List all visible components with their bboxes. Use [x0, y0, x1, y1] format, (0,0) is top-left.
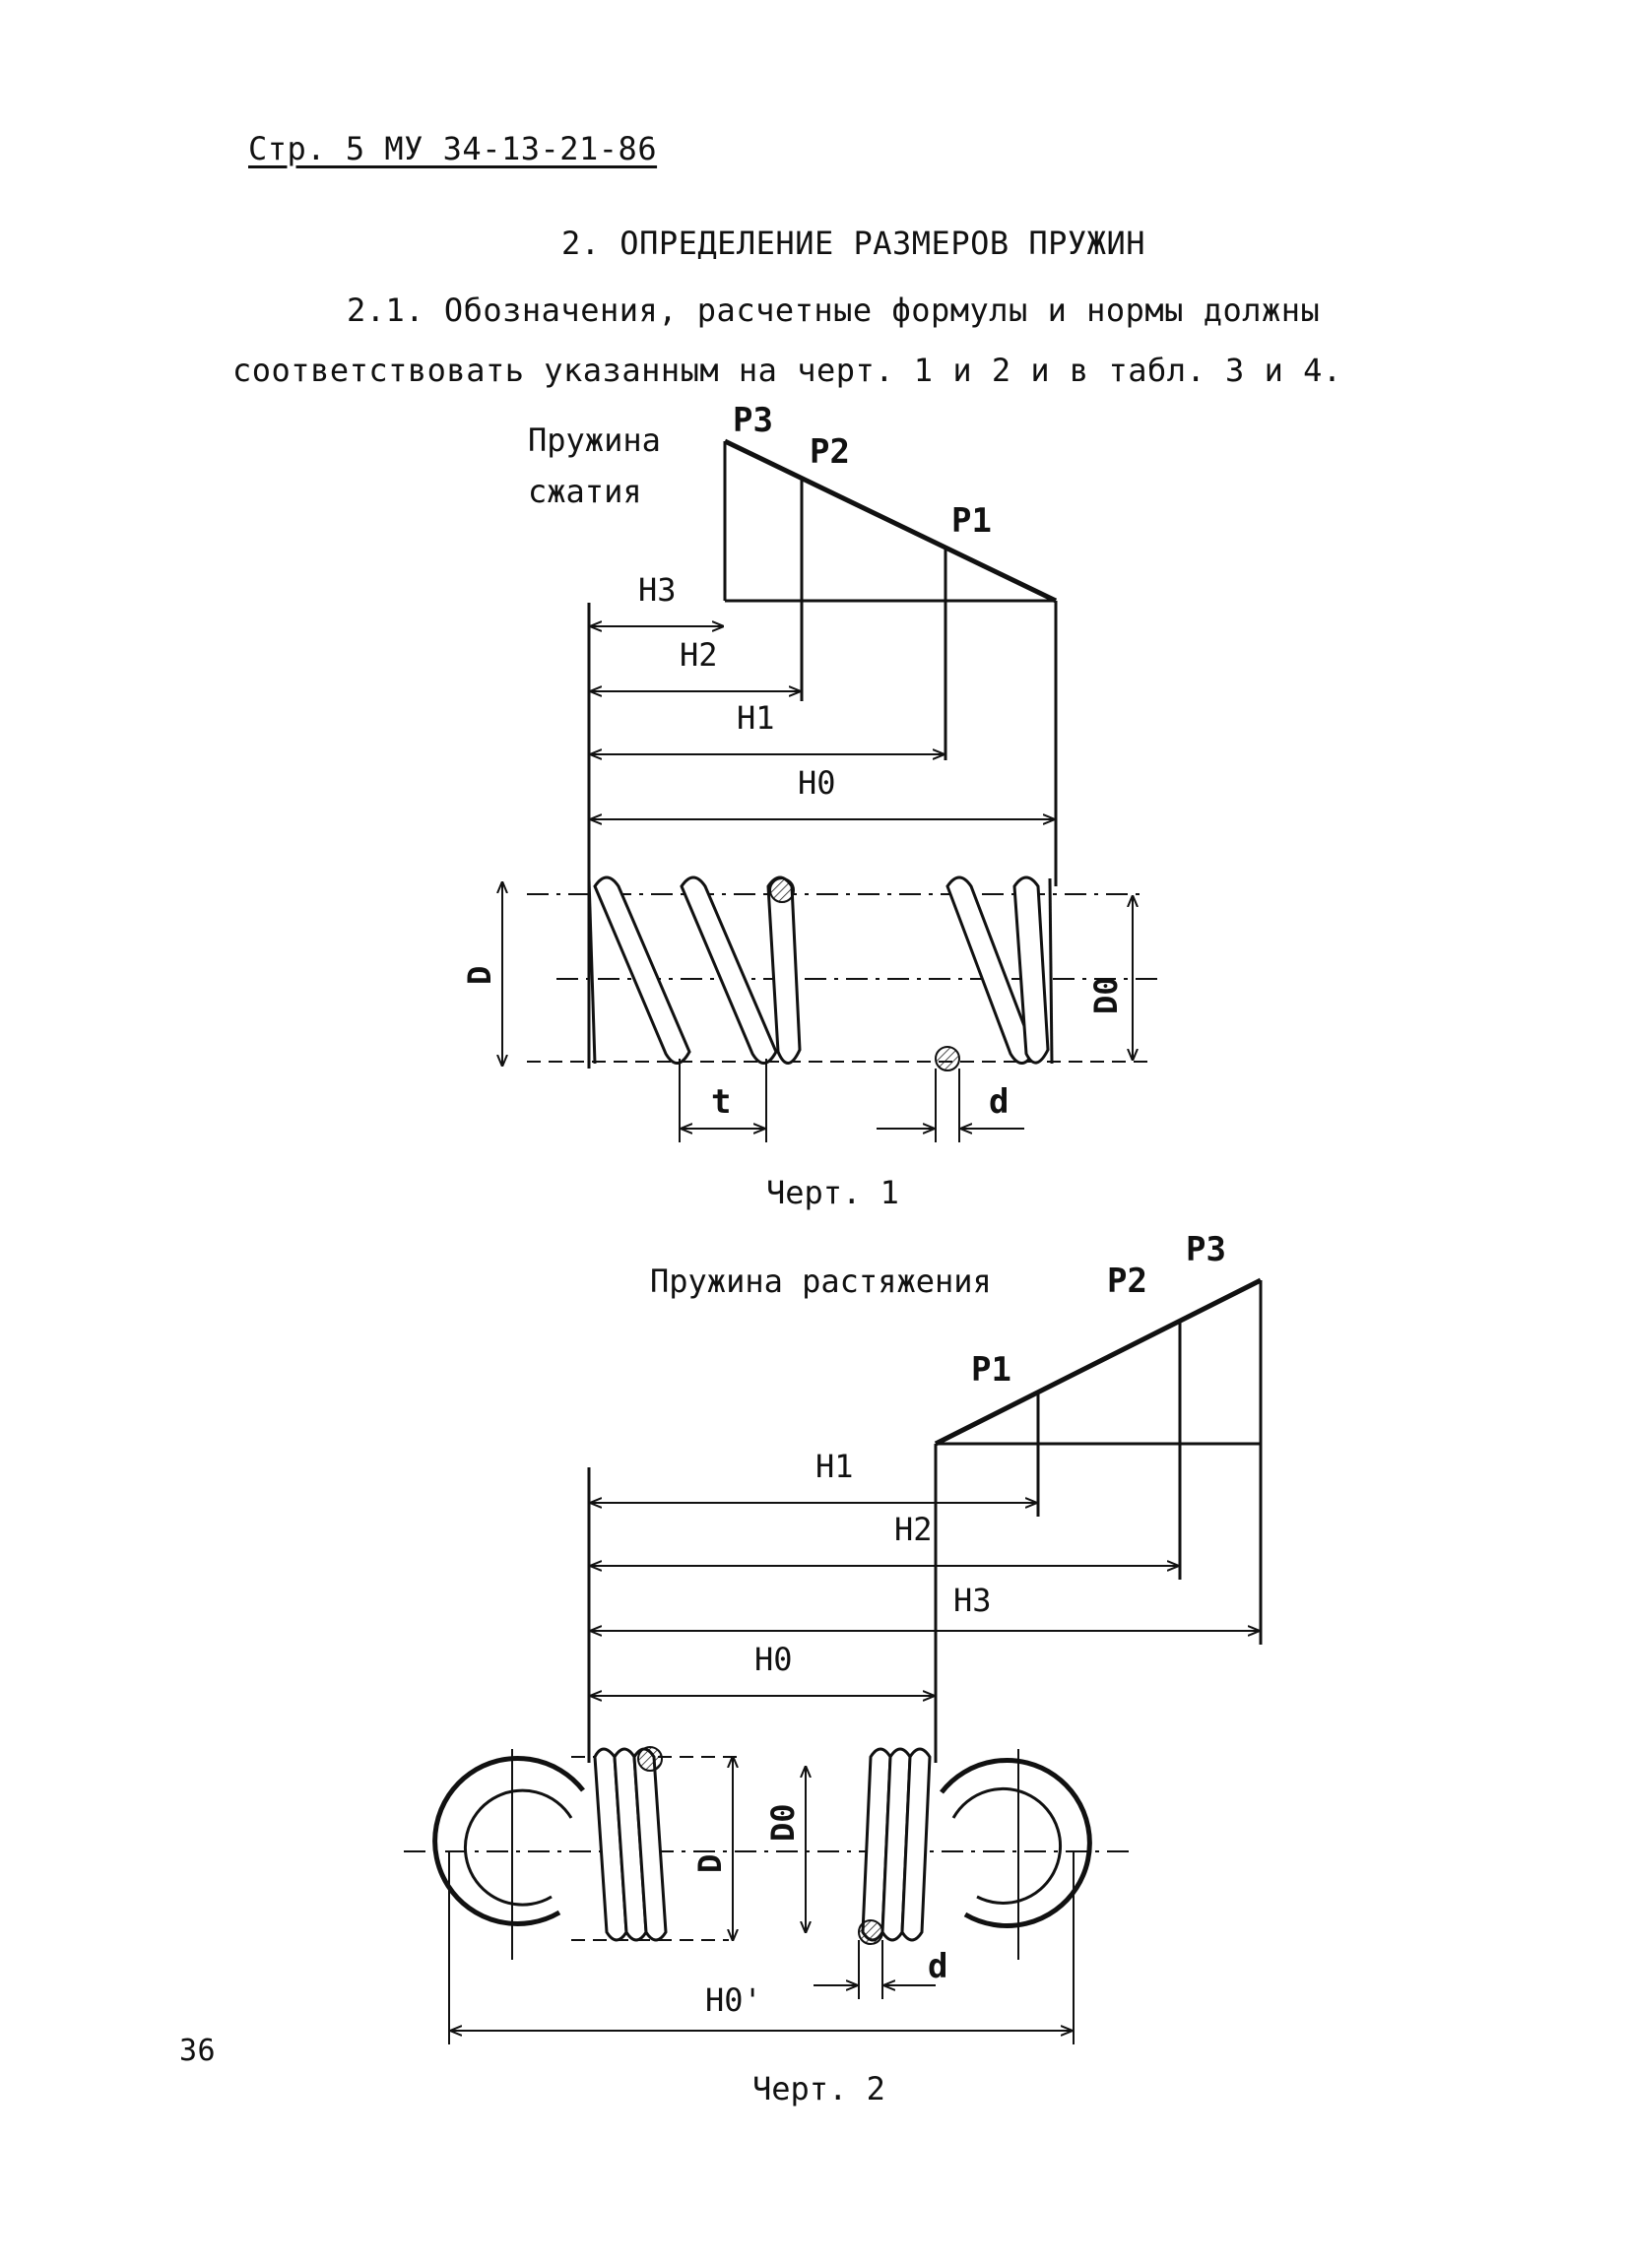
- fig2-label-h3: H3: [953, 1582, 992, 1619]
- fig2-hook-left-outer: [435, 1758, 583, 1923]
- fig2-hook-left-inner: [465, 1790, 571, 1905]
- fig2-label-d0: D0: [764, 1803, 802, 1842]
- section-title: 2. ОПРЕДЕЛЕНИЕ РАЗМЕРОВ ПРУЖИН: [561, 225, 1145, 262]
- fig1-title-line-1: Пружина: [528, 421, 661, 459]
- fig1-end-coil-right: [1050, 878, 1052, 1064]
- fig1-label-p2: P2: [810, 432, 850, 472]
- fig1-label-h2: H2: [680, 636, 718, 674]
- fig2-label-d-outer: D: [691, 1853, 729, 1873]
- fig1-label-p1: P1: [951, 501, 992, 541]
- fig1-label-h3: H3: [638, 571, 677, 609]
- fig2-label-h0: H0: [754, 1641, 793, 1678]
- fig2-hook-right-inner: [953, 1788, 1061, 1903]
- fig1-coils-left: [595, 877, 800, 1064]
- fig2-label-p3: P3: [1186, 1230, 1226, 1269]
- fig2-coils-left: [595, 1747, 666, 1940]
- fig2-label-d: d: [928, 1947, 948, 1986]
- fig1-label-t: t: [711, 1082, 732, 1122]
- fig1-label-d0: D0: [1087, 976, 1125, 1014]
- fig1-label-d-outer: D: [461, 965, 498, 985]
- fig2-label-h2: H2: [894, 1511, 933, 1548]
- paragraph-line-1: 2.1. Обозначения, расчетные формулы и нормы должны: [347, 292, 1321, 329]
- fig1-label-h1: H1: [737, 699, 775, 737]
- fig2-caption: Черт. 2: [752, 2070, 885, 2107]
- page-number: 36: [179, 2034, 217, 2068]
- fig2-label-p1: P1: [971, 1350, 1011, 1390]
- fig1-label-p3: P3: [733, 401, 773, 440]
- fig2-title: Пружина растяжения: [650, 1263, 992, 1300]
- figure-1-compression-spring: [461, 401, 1162, 1211]
- fig2-label-h0-prime: H0': [705, 1981, 762, 2019]
- fig1-title-line-2: сжатия: [528, 473, 642, 510]
- paragraph-line-2: соответствовать указанным на черт. 1 и 2 и в табл. 3 и 4.: [232, 352, 1342, 389]
- fig2-coils-right: [859, 1749, 930, 1944]
- fig1-coils-right: [936, 877, 1048, 1070]
- fig1-caption: Черт. 1: [766, 1174, 899, 1211]
- fig1-label-h0: H0: [798, 764, 836, 802]
- fig2-label-p2: P2: [1107, 1262, 1147, 1301]
- page-header: Стр. 5 МУ 34-13-21-86: [248, 130, 658, 167]
- fig1-force-line: [725, 441, 1056, 601]
- fig2-label-h1: H1: [815, 1448, 854, 1485]
- fig1-label-d: d: [989, 1082, 1010, 1122]
- figure-2-extension-spring: [404, 1230, 1261, 2107]
